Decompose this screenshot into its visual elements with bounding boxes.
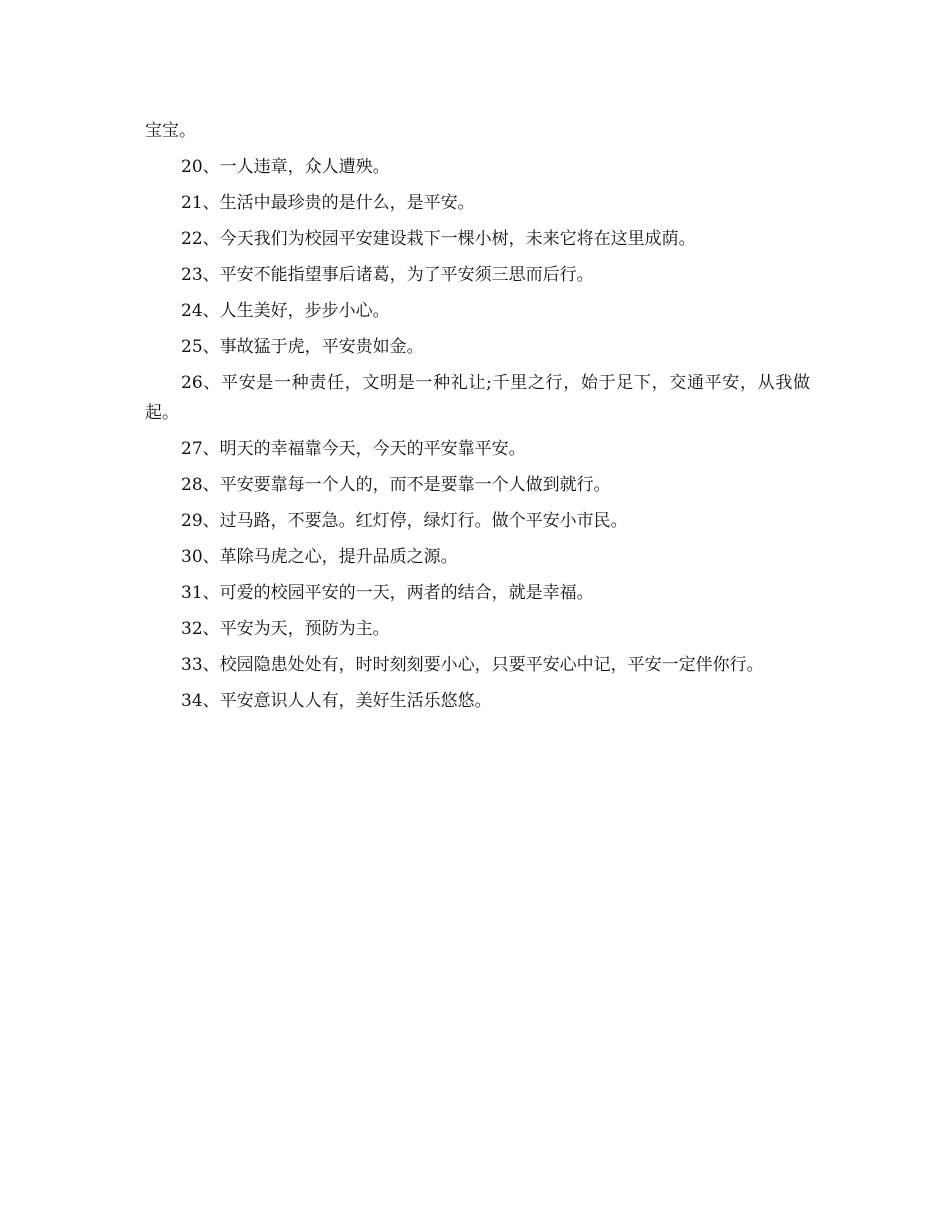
slogan-29: 29、过马路，不要急。红灯停，绿灯行。做个平安小市民。: [181, 511, 628, 531]
slogan-31: 31、可爱的校园平安的一天，两者的结合，就是幸福。: [181, 583, 594, 603]
slogan-34: 34、平安意识人人有，美好生活乐悠悠。: [181, 691, 492, 711]
document-body: [145, 116, 810, 722]
paragraph-continuation: 宝宝。: [145, 121, 196, 141]
slogan-21: 21、生活中最珍贵的是什么，是平安。: [181, 193, 475, 213]
slogan-22: 22、今天我们为校园平安建设栽下一棵小树，未来它将在这里成荫。: [181, 229, 696, 249]
slogan-30: 30、革除马虎之心，提升品质之源。: [181, 547, 458, 567]
slogan-33: 33、校园隐患处处有，时时刻刻要小心，只要平安心中记，平安一定伴你行。: [181, 655, 764, 675]
slogan-20: 20、一人违章，众人遭殃。: [181, 157, 390, 177]
slogan-24: 24、人生美好，步步小心。: [181, 301, 390, 321]
slogan-28: 28、平安要靠每一个人的，而不是要靠一个人做到就行。: [181, 475, 611, 495]
slogan-25: 25、事故猛于虎，平安贵如金。: [181, 337, 424, 357]
slogan-27: 27、明天的幸福靠今天，今天的平安靠平安。: [181, 439, 526, 459]
slogan-32: 32、平安为天，预防为主。: [181, 619, 390, 639]
slogan-23: 23、平安不能指望事后诸葛，为了平安须三思而后行。: [181, 265, 594, 285]
slogan-26: 26、平安是一种责任，文明是一种礼让;千里之行，始于足下，交通平安，从我做起。: [145, 373, 810, 423]
